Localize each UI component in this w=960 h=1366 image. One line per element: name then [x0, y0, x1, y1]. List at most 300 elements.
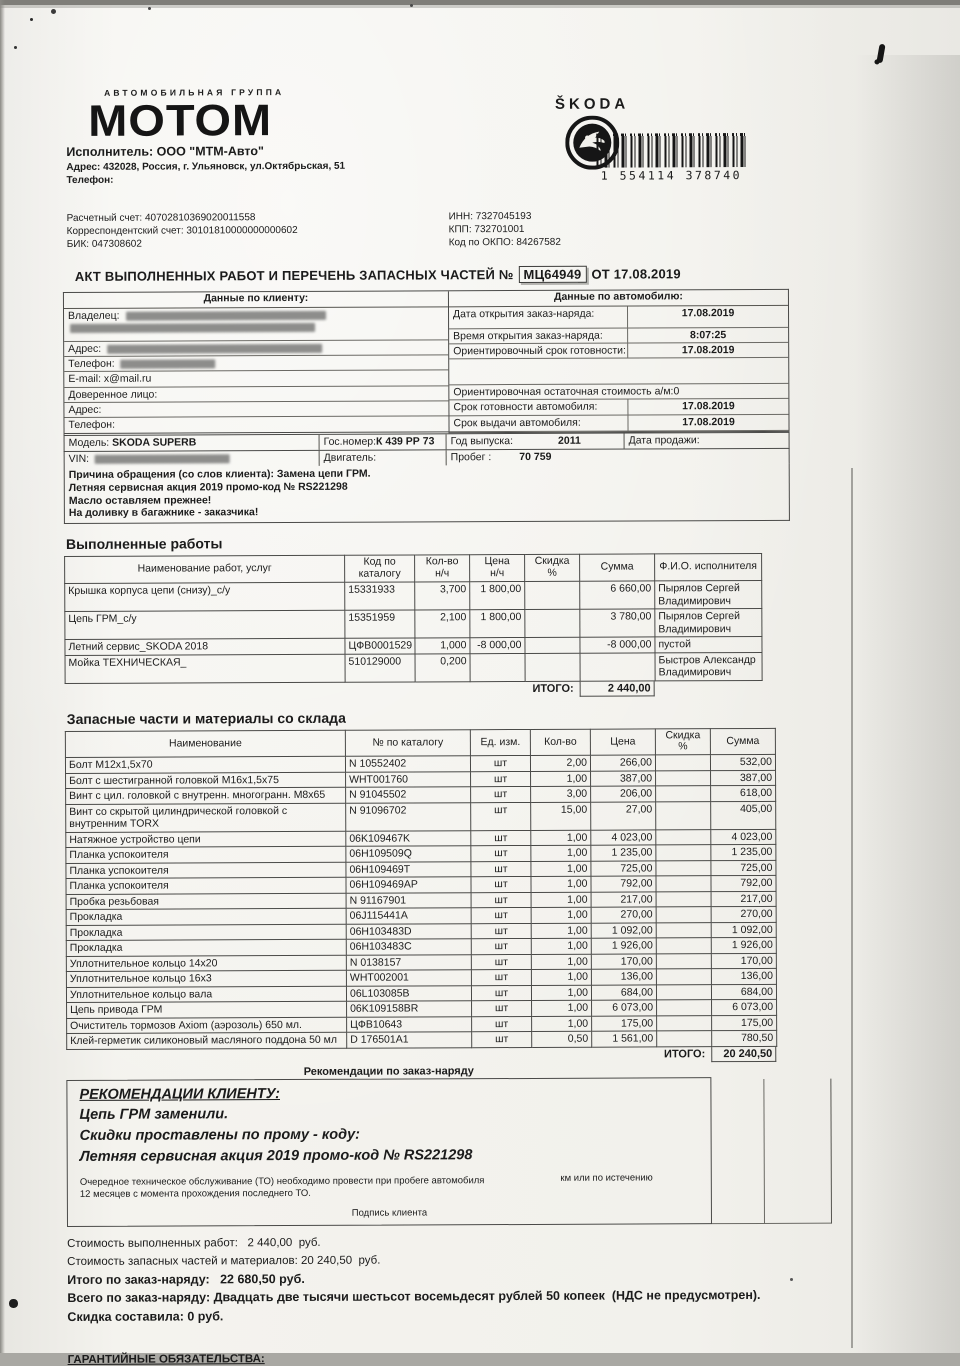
part-price: 136,00 — [591, 969, 656, 985]
part-name: Планка успокоителя — [66, 877, 346, 894]
work-executor: Пырялов Сергей Владимирович — [655, 609, 762, 637]
recommendations-heading: РЕКОМЕНДАЦИИ КЛИЕНТУ: — [79, 1085, 281, 1103]
part-code: WHT002001 — [346, 970, 471, 986]
vehicle-info-row — [449, 415, 788, 432]
part-code: 06H103483C — [346, 939, 471, 955]
part-unit: шт — [471, 939, 531, 955]
part-unit: шт — [471, 830, 531, 846]
part-code: N 91045502 — [346, 787, 471, 803]
recommendation-line: Летняя сервисная акция 2019 промо-код № RS221298 — [79, 1147, 473, 1165]
part-price: 4 023,00 — [591, 830, 656, 846]
works-col-discount: Скидка % — [525, 554, 580, 581]
work-discount — [525, 653, 580, 681]
part-sum: 618,00 — [711, 786, 776, 802]
part-discount — [656, 770, 711, 786]
client-vehicle-table — [63, 289, 790, 435]
bik: БИК: 047308602 — [66, 238, 142, 250]
client-address-row — [64, 340, 448, 357]
vin-label: VIN: — [68, 452, 90, 465]
mileage-label: Пробег : — [450, 451, 492, 464]
barcode-number: 1 554114 378740 — [600, 168, 743, 183]
inn: ИНН: 7327045193 — [448, 210, 532, 223]
order-total-words: Всего по заказ-наряду: Двадцать две тысячи шестьсот восемьдесят рублей 50 копеек (НДС не предусмотрен). — [67, 1288, 761, 1306]
executor-block — [66, 143, 345, 188]
scan-edge-top-shadow — [0, 5, 960, 8]
works-row — [65, 581, 762, 612]
bank-account: Расчетный счет: 40702810369020011558 — [66, 212, 256, 224]
vin-cell — [65, 451, 320, 467]
recommendation-line: Скидки проставлены по прому - коду: — [79, 1126, 360, 1144]
part-code: N 0138157 — [346, 954, 471, 970]
part-unit: шт — [471, 861, 531, 877]
trustee-row — [64, 386, 448, 403]
parts-total-value: 20 240,50 — [711, 1047, 776, 1062]
part-code: 06H109469AP — [346, 877, 471, 893]
document-title — [75, 265, 789, 285]
service-note-line2: 12 месяцев с момента прохождения последнего ТО. — [79, 1188, 311, 1201]
part-discount — [656, 953, 711, 969]
part-discount — [656, 786, 711, 802]
scan-crease-line — [851, 468, 853, 1348]
part-qty: 1,00 — [531, 954, 591, 970]
part-sum: 532,00 — [710, 755, 775, 771]
trustee-label: Доверенное лицо: — [68, 388, 158, 401]
parts-section-title: Запасные части и материалы со склада — [66, 709, 346, 727]
part-price: 270,00 — [591, 907, 656, 923]
part-sum: 136,00 — [711, 969, 776, 985]
client-address-label: Адрес: — [68, 342, 102, 355]
year-label: Год выпуска: — [450, 435, 514, 448]
part-sum: 217,00 — [711, 891, 776, 907]
part-price: 266,00 — [590, 755, 655, 771]
part-qty: 1,00 — [531, 985, 591, 1001]
part-name: Уплотнительное кольцо 14х20 — [66, 955, 346, 972]
part-unit: шт — [471, 908, 531, 924]
parts-col-price: Цена — [590, 729, 655, 756]
vehicle-info-value: 17.08.2019 — [627, 415, 788, 431]
works-col-name: Наименование работ, услуг — [65, 555, 345, 583]
part-code: N 91167901 — [346, 892, 471, 908]
part-qty: 1,00 — [531, 830, 591, 846]
bank-requisites — [67, 211, 298, 251]
part-discount — [656, 829, 711, 845]
part-sum: 270,00 — [711, 907, 776, 923]
part-name: Винт со скрытой цилиндрической головкой с внутренним TORX — [66, 803, 346, 832]
scan-specks — [30, 18, 33, 21]
part-sum: 780,50 — [712, 1031, 777, 1047]
part-code: N 10552402 — [345, 756, 470, 772]
part-price: 792,00 — [591, 876, 656, 892]
part-discount — [656, 969, 711, 985]
tax-requisites — [449, 210, 561, 249]
part-name: Очиститель тормозов Axiom (аэрозоль) 650 мл. — [67, 1017, 347, 1034]
part-qty: 0,50 — [532, 1031, 592, 1047]
reason-line: Летняя сервисная акция 2019 промо-код № RS221298 — [68, 480, 348, 494]
client-phone-row — [64, 355, 448, 372]
part-discount — [656, 938, 711, 954]
work-price: 1 800,00 — [470, 582, 525, 610]
redacted-owner — [126, 311, 326, 321]
redacted-address — [107, 344, 322, 354]
works-total-label: ИТОГО: — [532, 682, 574, 695]
parts-row — [66, 801, 776, 832]
works-col-executor: Ф.И.О. исполнителя — [655, 554, 762, 581]
part-discount — [656, 891, 711, 907]
corr-account: Корреспондентский счет: 30101810000000000602 — [66, 224, 298, 237]
sale-date-label: Дата продажи: — [628, 434, 700, 447]
order-dates-group — [449, 306, 788, 359]
part-code: ЦФВ10643 — [347, 1016, 472, 1032]
part-qty: 1,00 — [531, 892, 591, 908]
part-sum: 1 092,00 — [711, 922, 776, 938]
part-unit: шт — [472, 1016, 532, 1032]
part-price: 170,00 — [591, 954, 656, 970]
service-note — [80, 1175, 520, 1202]
work-discount — [525, 581, 580, 609]
skoda-logo-text: ŠKODA — [554, 95, 630, 113]
order-total-line: Итого по заказ-наряду: 22 680,50 руб. — [67, 1272, 305, 1288]
spacer-row — [449, 358, 788, 385]
part-sum: 405,00 — [711, 801, 776, 829]
works-row — [65, 652, 762, 683]
parts-col-sum: Сумма — [710, 728, 775, 755]
engine-label: Двигатель: — [323, 451, 377, 464]
parts-col-name: Наименование — [65, 730, 345, 758]
part-name: Прокладка — [66, 908, 346, 925]
part-sum: 175,00 — [712, 1015, 777, 1031]
company-tagline: АВТОМОБИЛЬНАЯ ГРУППА — [104, 87, 285, 98]
part-code: 06H109509Q — [346, 846, 471, 862]
part-discount — [657, 1000, 712, 1016]
parts-total-row — [66, 1047, 792, 1065]
part-discount — [655, 755, 710, 771]
kpp: КПП: 732701001 — [448, 223, 525, 236]
work-sum — [580, 653, 655, 681]
works-row — [65, 609, 762, 640]
part-name: Уплотнительное кольцо вала — [66, 986, 346, 1003]
work-discount — [525, 637, 580, 653]
vin-row — [64, 448, 790, 467]
reason-line: На доливку в багажнике - заказчика! — [68, 506, 259, 520]
part-sum: 4 023,00 — [711, 829, 776, 845]
reason-line: Масло оставляем прежнее! — [68, 493, 212, 507]
vehicle-info-label: Дата открытия заказ-наряда: — [452, 307, 595, 321]
client-phone-label: Телефон: — [68, 357, 115, 370]
parts-total-label: ИТОГО: — [664, 1047, 706, 1061]
plate-value: К 439 РР 73 — [376, 435, 435, 448]
part-sum: 792,00 — [711, 876, 776, 892]
works-col-qty: Кол-во н/ч — [415, 555, 470, 582]
part-unit: шт — [471, 985, 531, 1001]
email-value: x@mail.ru — [103, 372, 152, 385]
vehicle-info-row — [449, 399, 788, 416]
trustee-phone-label: Телефон: — [68, 418, 116, 431]
work-sum: 6 660,00 — [580, 581, 655, 609]
part-qty: 15,00 — [531, 802, 591, 830]
part-sum: 387,00 — [711, 770, 776, 786]
works-table — [64, 553, 763, 684]
part-unit: шт — [471, 802, 531, 830]
part-unit: шт — [470, 756, 530, 772]
owner-label: Владелец: — [68, 309, 120, 322]
part-unit: шт — [471, 892, 531, 908]
part-price: 725,00 — [591, 861, 656, 877]
part-discount — [656, 860, 711, 876]
warranty-heading: ГАРАНТИЙНЫЕ ОБЯЗАТЕЛЬСТВА: — [67, 1352, 265, 1366]
executor-name: Исполнитель: ООО "МТМ-Авто" — [66, 144, 264, 159]
work-price: 1 800,00 — [470, 610, 525, 638]
part-name: Натяжное устройство цепи — [66, 831, 346, 848]
recommendations-title: Рекомендации по заказ-наряду — [303, 1064, 474, 1078]
part-qty: 1,00 — [532, 1000, 592, 1016]
part-qty: 1,00 — [531, 845, 591, 861]
trustee-address-label: Адрес: — [68, 403, 102, 416]
part-unit: шт — [471, 923, 531, 939]
part-discount — [657, 1015, 712, 1031]
barcode — [596, 133, 746, 183]
document-content — [62, 77, 794, 1366]
part-unit: шт — [471, 787, 531, 803]
part-price: 1 092,00 — [591, 923, 656, 939]
client-email-row — [64, 370, 448, 388]
part-name: Цепь привода ГРМ — [67, 1001, 347, 1018]
part-unit: шт — [471, 877, 531, 893]
works-col-code: Код по каталогу — [345, 555, 415, 582]
title-text-after: ОТ 17.08.2019 — [591, 266, 681, 282]
part-name: Прокладка — [66, 924, 346, 941]
totals-block — [67, 1233, 774, 1366]
part-qty: 1,00 — [531, 876, 591, 892]
email-label: E-mail: — [68, 372, 102, 385]
part-qty: 2,00 — [530, 755, 590, 771]
part-code: D 176501A1 — [347, 1032, 472, 1048]
sale-date-cell — [625, 433, 785, 449]
work-name: Цепь ГРМ_с/у — [65, 610, 345, 639]
part-qty: 3,00 — [531, 786, 591, 802]
executor-phone: Телефон: — [66, 175, 114, 187]
part-name: Уплотнительное кольцо 16х3 — [66, 970, 346, 987]
part-name: Пробка резьбовая — [66, 893, 346, 910]
work-code: 510129000 — [345, 654, 415, 682]
part-unit: шт — [471, 970, 531, 986]
owner-row — [64, 307, 448, 342]
model-label: Модель: — [68, 436, 110, 449]
works-cost-line: Стоимость выполненных работ: 2 440,00 руб. — [67, 1236, 321, 1250]
vehicle-info-label: Срок выдачи автомобиля: — [453, 416, 581, 430]
part-qty: 1,00 — [532, 1016, 592, 1032]
part-price: 6 073,00 — [592, 1000, 657, 1016]
empty-side-columns — [711, 1078, 832, 1224]
part-code: 06K109158BR — [347, 1001, 472, 1017]
work-price: -8 000,00 — [470, 638, 525, 654]
vehicle-info-row — [449, 328, 788, 344]
work-executor: Быстров Александр Владимирович — [655, 652, 762, 680]
part-unit: шт — [472, 1001, 532, 1017]
parts-header-row — [65, 728, 775, 758]
scan-edge-left — [0, 0, 5, 1353]
works-total-row — [65, 681, 791, 699]
part-price: 27,00 — [591, 802, 656, 830]
recommendations-section — [66, 1064, 793, 1227]
parts-col-qty: Кол-во — [530, 729, 590, 756]
document-header — [62, 77, 789, 264]
work-qty: 2,100 — [415, 610, 470, 638]
part-name: Клей-герметик силиконовый масляного поддона 50 мл — [67, 1032, 347, 1049]
barcode-bars — [596, 133, 746, 168]
part-price: 1 561,00 — [592, 1031, 657, 1047]
scan-edge-right — [855, 55, 960, 1353]
discount-line: Скидка составила: 0 руб. — [67, 1308, 224, 1324]
part-discount — [656, 922, 711, 938]
model-cell — [65, 435, 320, 451]
vehicle-info-value: 17.08.2019 — [627, 306, 788, 328]
work-code: 15331933 — [345, 582, 415, 610]
part-qty: 1,00 — [531, 938, 591, 954]
parts-col-unit: Ед. изм. — [470, 729, 530, 756]
part-code: N 91096702 — [346, 802, 471, 831]
year-value: 2011 — [557, 434, 581, 447]
parts-col-discount: Скидка % — [655, 728, 710, 755]
part-name: Винт с цил. головкой с внутренн. многогранн. М8х65 — [66, 787, 346, 804]
executor-address: Адрес: 432028, Россия, г. Ульяновск, ул.Октябрьская, 51 — [66, 160, 346, 173]
works-header-row — [65, 554, 762, 584]
works-col-sum: Сумма — [580, 554, 655, 581]
work-sum: -8 000,00 — [580, 637, 655, 653]
mileage-value: 70 759 — [519, 450, 552, 464]
okpo: Код по ОКПО: 84267582 — [448, 236, 561, 249]
reason-line: Причина обращения (со слов клиента): Замена цепи ГРМ. — [68, 467, 371, 481]
part-name: Болт М12х1,5х70 — [65, 756, 345, 773]
work-code: ЦФВ0001529 — [345, 638, 415, 654]
works-total-value: 2 440,00 — [580, 681, 655, 696]
part-sum: 170,00 — [711, 953, 776, 969]
part-discount — [656, 876, 711, 892]
part-price: 387,00 — [591, 771, 656, 787]
part-unit: шт — [471, 846, 531, 862]
part-qty: 1,00 — [531, 771, 591, 787]
part-discount — [656, 984, 711, 1000]
part-price: 1 926,00 — [591, 938, 656, 954]
part-code: 06L103085B — [346, 985, 471, 1001]
part-discount — [656, 845, 711, 861]
model-row — [64, 432, 790, 451]
work-price — [470, 653, 525, 681]
recommendations-box — [66, 1077, 712, 1227]
vehicle-info-value: 17.08.2019 — [627, 343, 788, 358]
work-qty: 1,000 — [415, 638, 470, 654]
part-code: 06H109469T — [346, 861, 471, 877]
vehicle-data-column — [449, 290, 789, 433]
client-data-header: Данные по клиенту: — [64, 291, 448, 309]
trustee-address-row — [64, 401, 448, 418]
parts-cost-line: Стоимость запасных частей и материалов: 20 240,50 руб. — [67, 1254, 381, 1268]
work-name: Крышка корпуса цепи (снизу)_с/у — [65, 582, 345, 611]
part-code: 06H103483D — [346, 923, 471, 939]
work-discount — [525, 609, 580, 637]
title-text-before: АКТ ВЫПОЛНЕННЫХ РАБОТ И ПЕРЕЧЕНЬ ЗАПАСНЫХ ЧАСТЕЙ № — [74, 267, 514, 284]
vehicle-info-value: 17.08.2019 — [627, 399, 788, 415]
part-sum: 1 235,00 — [711, 845, 776, 861]
part-sum: 6 073,00 — [712, 1000, 777, 1016]
service-note-line1: Очередное техническое обслуживание (ТО) необходимо провести при пробеге автомобиля — [79, 1175, 485, 1188]
part-name: Болт с шестигранной головкой М16х1,5х75 — [66, 772, 346, 789]
mileage-cell — [447, 449, 785, 465]
client-signature-label: Подпись клиента — [351, 1207, 428, 1219]
vehicle-info-row — [449, 306, 788, 329]
part-qty: 1,00 — [531, 907, 591, 923]
year-cell — [447, 434, 625, 450]
part-name: Прокладка — [66, 939, 346, 956]
vehicle-info-label: Время открытия заказ-наряда: — [453, 329, 603, 343]
order-number: МЦ64949 — [519, 266, 587, 283]
work-qty: 3,700 — [415, 582, 470, 610]
residual-cost-row: Ориентировочная остаточная стоимость а/м:0 — [449, 384, 788, 400]
part-discount — [656, 907, 711, 923]
part-unit: шт — [471, 771, 531, 787]
model-value: SKODA SUPERB — [112, 436, 197, 449]
work-executor: пустой — [655, 637, 762, 653]
redacted-owner-2 — [70, 323, 315, 333]
ready-dates-group — [449, 399, 788, 433]
work-executor: Пырялов Сергей Владимирович — [655, 581, 762, 609]
plate-cell — [320, 434, 447, 450]
part-sum: 1 926,00 — [711, 938, 776, 954]
part-discount — [657, 1031, 712, 1047]
vehicle-info-value: 8:07:25 — [627, 328, 788, 343]
work-name: Летний сервис_SKODA 2018 — [65, 638, 345, 655]
vehicle-info-label: Срок готовности автомобиля: — [453, 400, 598, 414]
visit-reason-box — [64, 464, 790, 524]
part-name: Планка успокоителя — [66, 846, 346, 863]
part-qty: 1,00 — [531, 923, 591, 939]
part-sum: 684,00 — [711, 984, 776, 1000]
km-note: км или по истечению — [560, 1172, 653, 1184]
recommendation-line: Цепь ГРМ заменили. — [79, 1106, 229, 1123]
motom-logo: МОТОМ — [88, 94, 273, 146]
work-code: 15351959 — [345, 610, 415, 638]
part-unit: шт — [471, 954, 531, 970]
part-sum: 725,00 — [711, 860, 776, 876]
part-price: 217,00 — [591, 892, 656, 908]
part-code: WHT001760 — [346, 771, 471, 787]
part-price: 1 235,00 — [591, 845, 656, 861]
parts-table — [65, 728, 777, 1050]
part-price: 684,00 — [591, 985, 656, 1001]
engine-cell — [320, 450, 447, 466]
work-sum: 3 780,00 — [580, 609, 655, 637]
redacted-phone — [121, 359, 216, 368]
part-qty: 1,00 — [531, 861, 591, 877]
part-unit: шт — [472, 1032, 532, 1048]
work-name: Мойка ТЕХНИЧЕСКАЯ_ — [65, 654, 345, 683]
part-price: 206,00 — [591, 786, 656, 802]
vehicle-info-label: Ориентировочный срок готовности: — [453, 344, 626, 358]
vehicle-info-row — [449, 343, 788, 359]
plate-label: Гос.номер: — [323, 435, 377, 448]
works-col-price: Цена н/ч — [470, 555, 525, 582]
trustee-phone-row — [64, 416, 448, 434]
work-qty: 0,200 — [415, 653, 470, 681]
redacted-vin — [95, 454, 230, 464]
works-section-title: Выполненные работы — [65, 535, 223, 553]
part-price: 175,00 — [592, 1016, 657, 1032]
vehicle-data-header: Данные по автомобилю: — [449, 290, 788, 307]
part-qty: 1,00 — [531, 969, 591, 985]
part-name: Планка успокоителя — [66, 862, 346, 879]
client-data-column — [64, 291, 450, 435]
part-code: 06K109467K — [346, 830, 471, 846]
part-code: 06J115441A — [346, 908, 471, 924]
